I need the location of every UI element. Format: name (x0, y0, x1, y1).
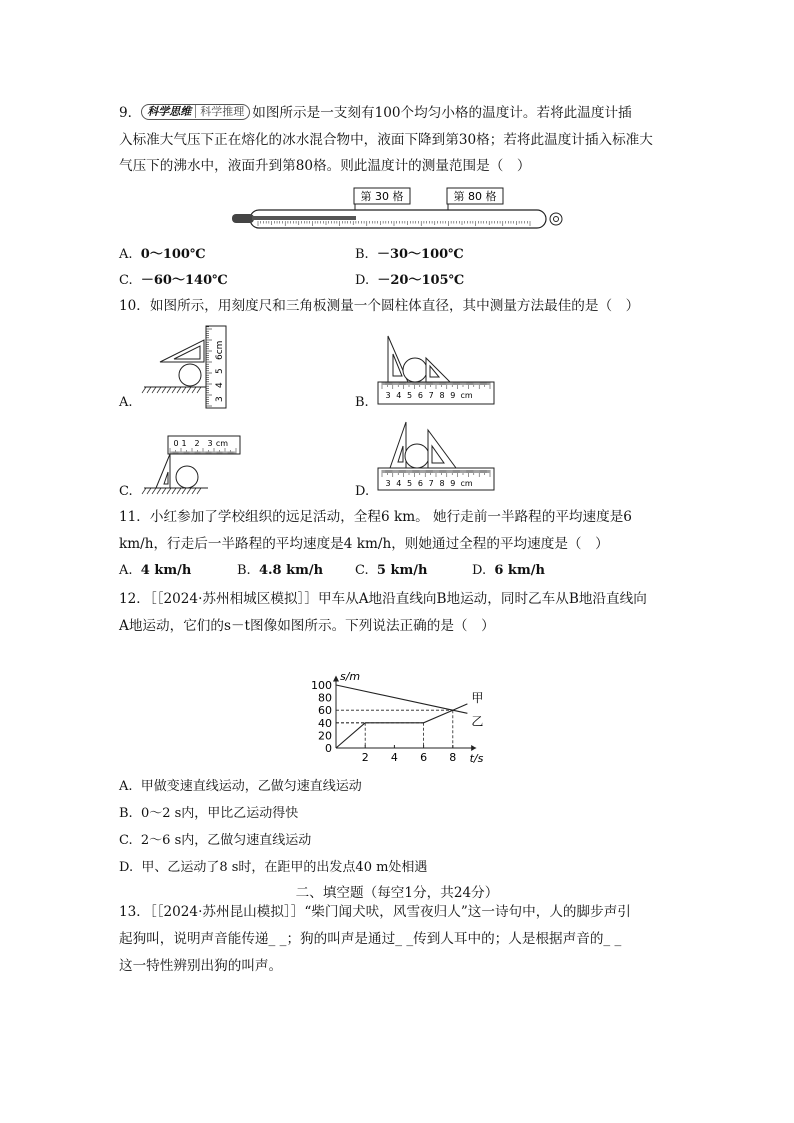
ruler-label: cm (215, 439, 229, 448)
x-axis-label: t/s (469, 752, 484, 765)
q12-option-d: D. 甲、乙运动了8 s时，在距甲的出发点40 m处相遇 (119, 860, 428, 875)
series-label: 乙 (471, 714, 484, 729)
st-chart (306, 640, 496, 770)
ruler-label: 3 (385, 479, 391, 488)
q9-option-b: B. －30～100℃ (355, 247, 464, 262)
ruler-label: 7 (428, 479, 434, 488)
ruler-label: 6 (417, 479, 423, 488)
label-80: 第 80 格 (453, 190, 497, 203)
q11-option-b: B. 4.8 km/h (237, 563, 324, 578)
series-label: 甲 (471, 690, 484, 705)
ruler-label: 1 (181, 439, 187, 448)
q9-number: 9． (119, 105, 142, 121)
q12-line2: A地运动，它们的s－t图像如图所示。下列说法正确的是（ ） (119, 618, 495, 634)
q10-label-d: D. (355, 484, 370, 499)
ruler-label: 9 (450, 479, 456, 488)
liquid-column (252, 216, 356, 220)
q12-option-c: C. 2～6 s内，乙做匀速直线运动 (119, 833, 312, 848)
q11-line2: km/h，行走后一半路程的平均速度是4 km/h，则她通过全程的平均速度是（ ） (119, 536, 609, 552)
q13-line2: 起狗叫，说明声音能传递_ _；狗的叫声是通过_ _传到人耳中的；人是根据声音的_ _ (119, 931, 622, 947)
label-30: 第 30 格 (360, 190, 404, 203)
q9-line1 (119, 104, 632, 122)
ruler-a-3: 3 (215, 396, 225, 402)
y-tick-label: 80 (318, 691, 332, 705)
q9-option-a: A. 0～100℃ (119, 247, 206, 262)
tag-sub: 科学推理 (195, 105, 244, 118)
ruler-label: 3 (385, 391, 391, 400)
q12-line1: 12．［［2024·苏州相城区模拟］］甲车从A地沿直线向B地运动，同时乙车从B地沿直线向 (119, 591, 647, 607)
q12-option-a: A. 甲做变速直线运动，乙做匀速直线运动 (119, 779, 362, 794)
ruler-label: 8 (439, 391, 445, 400)
figure-a (140, 322, 236, 410)
ruler-a-4: 4 (215, 382, 225, 388)
ruler-label: 4 (396, 479, 402, 488)
thermometer-figure (228, 186, 568, 230)
q11-option-d: D. 6 km/h (472, 563, 545, 578)
ruler-label: 4 (396, 391, 402, 400)
q11-line1: 11．小红参加了学校组织的远足活动，全程6 km。 她行走前一半路程的平均速度是6 (119, 509, 632, 525)
q9-option-c: C. －60～140℃ (119, 273, 228, 288)
ruler-label: 5 (407, 391, 413, 400)
x-tick-label: 8 (449, 751, 457, 764)
q13-line3: 这一特性辨别出狗的叫声。 (119, 958, 283, 974)
ruler-label: 5 (407, 479, 413, 488)
ruler-label: 2 (194, 439, 200, 448)
q13-line1: 13．［［2024·苏州昆山模拟］］“柴门闻犬吠，风雪夜归人”这一诗句中，人的脚步声引 (119, 904, 631, 920)
q11-option-a: A. 4 km/h (119, 563, 192, 578)
tag-main: 科学思维 (147, 105, 192, 118)
y-tick-label: 0 (325, 742, 332, 755)
q9-text1: 如图所示是一支刻有100个均匀小格的温度计。若将此温度计插 (252, 105, 632, 121)
figure-c (140, 432, 244, 496)
ruler-a-5: 5 (215, 368, 225, 374)
x-tick-label: 4 (390, 751, 398, 764)
q11-option-c: C. 5 km/h (355, 563, 428, 578)
ruler-label: 0 (173, 439, 179, 448)
y-tick-label: 100 (311, 679, 332, 692)
x-tick-label: 6 (420, 751, 428, 764)
ruler-label: cm (460, 391, 473, 400)
q10-label-b: B. (355, 395, 369, 410)
q9-line2: 入标准大气压下正在熔化的冰水混合物中，液面下降到第30格；若将此温度计插入标准大 (119, 132, 653, 148)
ruler-label: 3 (207, 439, 213, 448)
q9-option-d: D. －20～105℃ (355, 273, 465, 288)
section-2-title: 二、填空题（每空1分，共24分） (295, 885, 499, 901)
q9-tag (141, 104, 250, 120)
ruler-label: 9 (450, 391, 456, 400)
figure-b (376, 330, 498, 406)
ruler-label: 6 (417, 391, 423, 400)
y-tick-label: 60 (318, 704, 332, 718)
figure-d (376, 418, 498, 494)
x-tick-label: 2 (361, 751, 369, 764)
thermometer-bulb (232, 214, 254, 223)
y-tick-label: 20 (318, 729, 332, 743)
series-line-yi (336, 685, 467, 713)
ruler-label: 8 (439, 479, 445, 488)
q10-label-a: A. (119, 395, 133, 410)
q10-stem: 10．如图所示，用刻度尺和三角板测量一个圆柱体直径，其中测量方法最佳的是（ ） (119, 298, 640, 314)
y-tick-label: 40 (318, 716, 332, 730)
q12-option-b: B. 0～2 s内，甲比乙运动得快 (119, 806, 299, 821)
q10-label-c: C. (119, 484, 133, 499)
q9-line3: 气压下的沸水中，液面升到第80格。则此温度计的测量范围是（ ） (119, 158, 531, 174)
ruler-label: 7 (428, 391, 434, 400)
ruler-label: cm (460, 479, 473, 488)
ruler-a-6: 6cm (215, 340, 225, 360)
y-axis-label: s/m (340, 669, 361, 683)
